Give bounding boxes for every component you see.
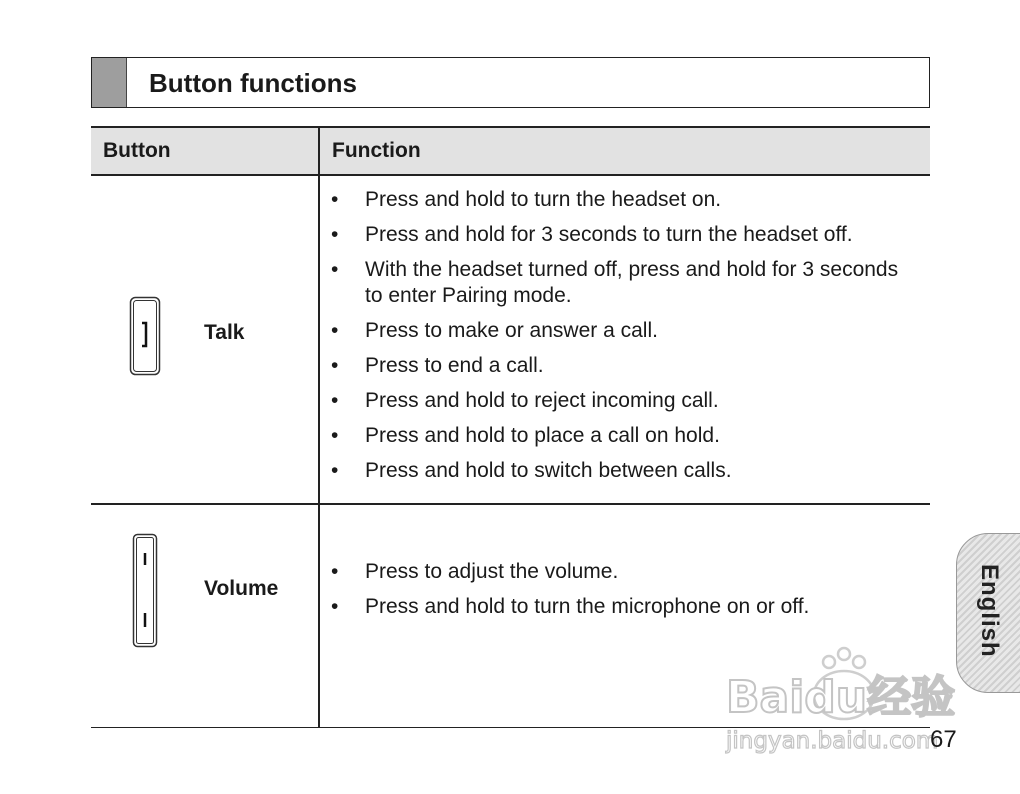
page-number: 67 <box>930 726 957 753</box>
table-header-row <box>91 127 930 175</box>
talk-function-list <box>320 187 930 484</box>
table-row-talk <box>91 175 930 504</box>
title-marker <box>92 58 127 107</box>
volume-button-icon <box>132 533 158 648</box>
list-item: • Press and hold to place a call on hold. <box>320 423 930 449</box>
button-label-talk: Talk <box>204 321 245 344</box>
talk-button-icon <box>129 296 161 376</box>
button-cell-talk <box>91 175 319 504</box>
list-item: • Press and hold to turn the microphone on or off. <box>320 594 930 620</box>
language-side-tab <box>956 533 1020 693</box>
watermark-brand: Baidu经验 <box>726 672 956 723</box>
section-title-box <box>91 57 930 108</box>
baidu-watermark-logo <box>722 640 962 760</box>
list-item: • Press and hold to switch between calls. <box>320 458 930 484</box>
button-label-volume: Volume <box>204 577 279 600</box>
header-function: Function <box>332 139 421 162</box>
list-item: • Press to end a call. <box>320 353 930 379</box>
watermark-url: jingyan.baidu.com <box>726 728 939 754</box>
list-item: • Press to make or answer a call. <box>320 318 930 344</box>
page-title: Button functions <box>149 68 357 98</box>
function-cell-talk <box>319 175 930 504</box>
button-cell-volume <box>91 504 319 728</box>
list-item: • Press to adjust the volume. <box>320 559 930 585</box>
list-item: • With the headset turned off, press and hold for 3 seconds to enter Pairing mode. <box>320 257 905 309</box>
side-tab-label: English <box>976 564 1003 658</box>
button-functions-table <box>91 126 930 728</box>
list-item: • Press and hold to reject incoming call. <box>320 388 930 414</box>
header-button: Button <box>91 127 319 175</box>
volume-function-list <box>320 559 930 620</box>
list-item: • Press and hold for 3 seconds to turn the headset off. <box>320 222 930 248</box>
list-item: • Press and hold to turn the headset on. <box>320 187 930 213</box>
